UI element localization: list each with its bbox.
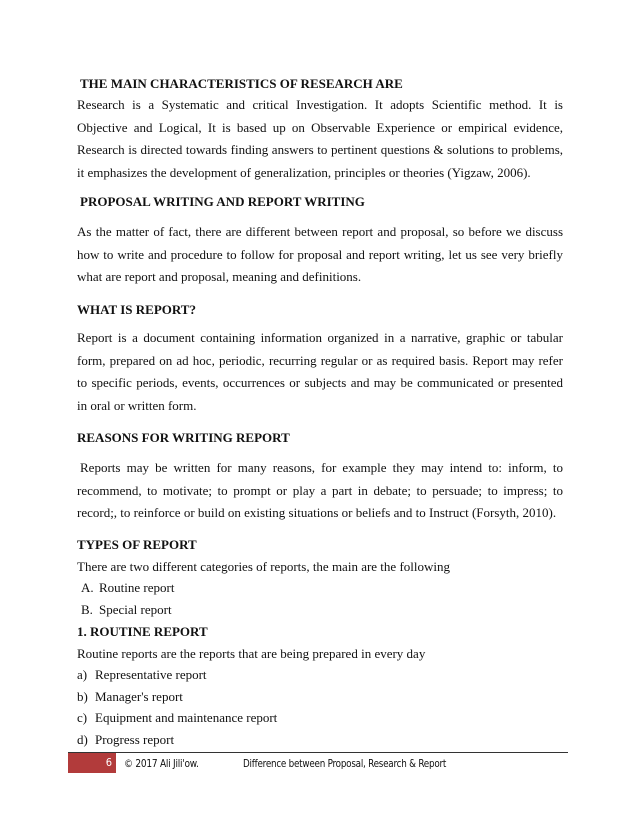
list-marker: B. xyxy=(81,602,93,617)
list-item xyxy=(81,580,174,596)
footer-document-title: Difference between Proposal, Research & Report xyxy=(243,757,447,770)
list-marker: A. xyxy=(81,580,94,595)
routine-intro: Routine reports are the reports that are being prepared in every day xyxy=(77,646,426,661)
list-item xyxy=(77,732,174,748)
footer-copyright: © 2017 Ali Jili'ow. xyxy=(124,757,199,770)
list-item-text: Special report xyxy=(99,602,172,617)
list-item-text: Manager's report xyxy=(95,689,183,704)
heading-types-of-report: TYPES OF REPORT xyxy=(77,537,197,552)
heading-what-is-report: WHAT IS REPORT? xyxy=(77,302,196,317)
paragraph-what-is-report: Report is a document containing information organized in a narrative, graphic or tabular form, prepared on ad hoc, periodic, recurring regular or as required basis. Report may refer to specific periods, events, occurrences or subjects and may be communicated or presented in oral or written form. xyxy=(77,330,563,413)
paragraph-reasons: Reports may be written for many reasons, for example they may intend to: inform, to recommend, to motivate; to prompt or play a part in debate; to persuade; to impress; to record;, to reinforce or build on existing situations or beliefs and to Instruct (Forsyth, 2010). xyxy=(77,460,563,520)
list-item-text: Progress report xyxy=(95,732,175,747)
list-item-text: Equipment and maintenance report xyxy=(95,710,278,725)
heading-reasons: REASONS FOR WRITING REPORT xyxy=(77,430,290,445)
list-item xyxy=(77,667,207,683)
heading-routine-report: 1. ROUTINE REPORT xyxy=(77,624,208,639)
list-item xyxy=(77,710,277,726)
list-item xyxy=(77,689,183,705)
paragraph-characteristics: Research is a Systematic and critical Investigation. It adopts Scientific method. It is Objective and Logical, It is based up on Observable Experience or empirical evidence, Research is directed towards finding answers to pertinent questions & solutions to problems, it emphasizes the development of generalization, principles or theories (Yigzaw, 2006). xyxy=(77,97,563,180)
list-marker: b) xyxy=(77,689,88,704)
list-item xyxy=(81,602,172,618)
heading-proposal-writing: PROPOSAL WRITING AND REPORT WRITING xyxy=(80,194,365,209)
list-item-text: Routine report xyxy=(99,580,175,595)
page-number: 6 xyxy=(105,756,112,769)
list-item-text: Representative report xyxy=(95,667,207,682)
list-marker: d) xyxy=(77,732,88,747)
list-marker: a) xyxy=(77,667,88,682)
paragraph-proposal-writing: As the matter of fact, there are different between report and proposal, so before we discuss how to write and procedure to follow for proposal and report writing, let us see very briefly what are report and proposal, meaning and definitions. xyxy=(77,224,563,284)
heading-characteristics: THE MAIN CHARACTERISTICS OF RESEARCH ARE xyxy=(80,76,403,91)
footer-divider xyxy=(68,752,568,753)
list-marker: c) xyxy=(77,710,88,725)
types-intro: There are two different categories of reports, the main are the following xyxy=(77,559,450,574)
